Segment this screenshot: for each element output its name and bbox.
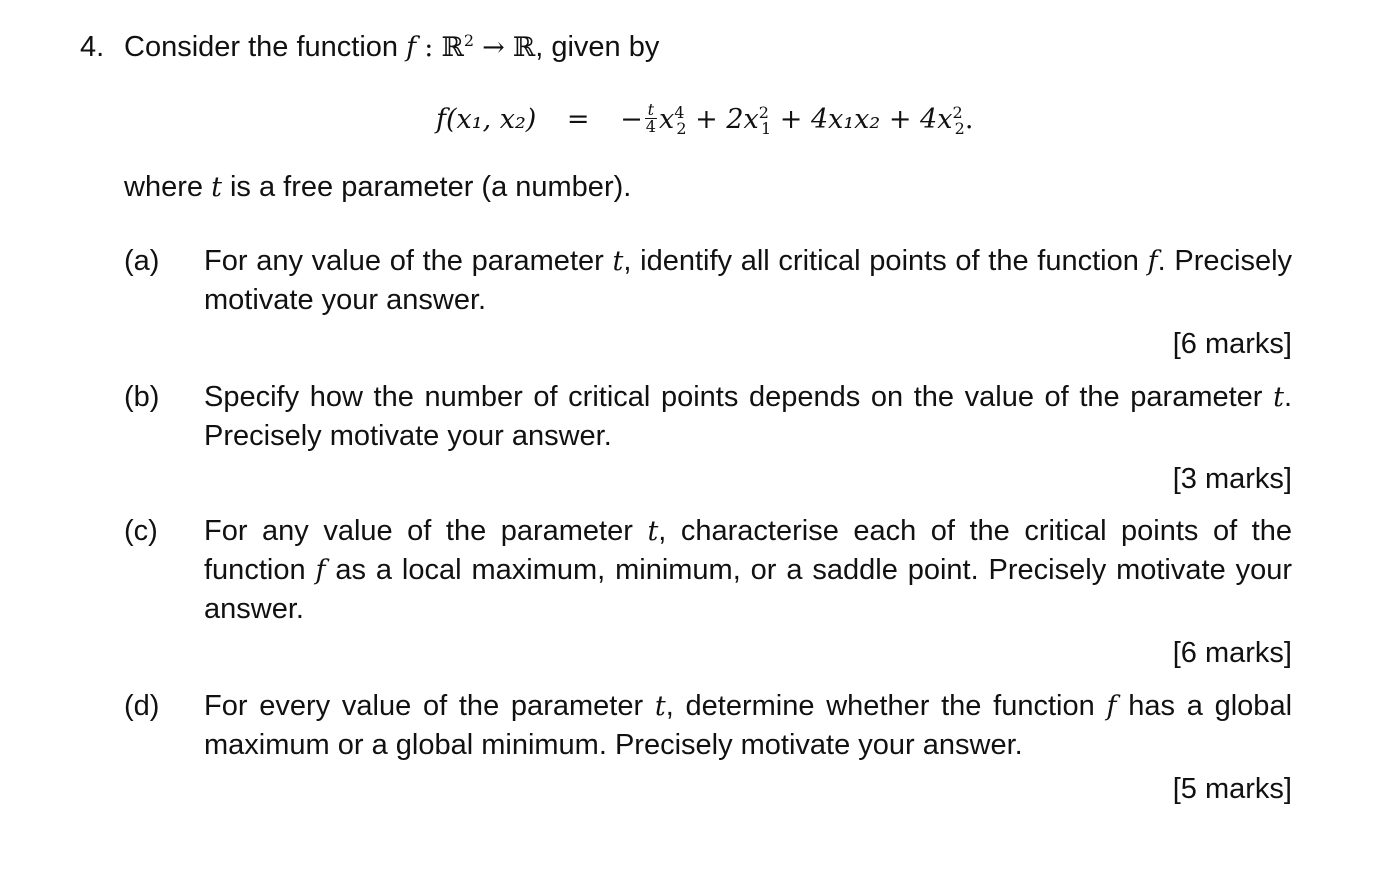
part-text: For any value of the parameter t, identify all critical points of the function f. Precisely motivate your answer. bbox=[204, 245, 1293, 316]
question-intro-after: , given by bbox=[535, 31, 660, 63]
function-colon: : bbox=[424, 32, 434, 63]
marks-a: [6 marks] bbox=[1172, 328, 1292, 360]
formula-fraction: $\frac{t}{4}$ bbox=[645, 100, 656, 136]
function-symbol: f bbox=[406, 32, 417, 63]
function-codomain: ℝ bbox=[512, 32, 536, 63]
part-text: Specify how the number of critical points depends on the value of the parameter t. Precisely motivate your answer. bbox=[204, 381, 1292, 452]
parameter-description: where t is a free parameter (a number). bbox=[124, 171, 632, 203]
part-label: (a) bbox=[124, 245, 160, 277]
part-a bbox=[124, 242, 1292, 319]
part-d bbox=[124, 687, 1292, 764]
function-formula bbox=[436, 100, 973, 140]
function-domain: ℝ$^2$ bbox=[441, 31, 474, 63]
part-c bbox=[124, 512, 1292, 628]
question-intro: Consider the function bbox=[124, 31, 399, 63]
part-text: For any value of the parameter t, characterise each of the critical points of the function f as a local maximum, minimum, or a saddle point. Precisely motivate your answer. bbox=[204, 515, 1293, 625]
formula-rhs: − $\frac{t}{4}$ $x^4_2 + 2x^2_1 + 4x_1x_2 + 4x^2_2$. bbox=[620, 100, 974, 139]
part-b bbox=[124, 378, 1292, 455]
function-arrow: → bbox=[482, 32, 505, 63]
marks-b: [3 marks] bbox=[1172, 463, 1292, 495]
question-header bbox=[80, 28, 659, 67]
formula-equals: = bbox=[566, 104, 590, 135]
part-label: (d) bbox=[124, 690, 160, 722]
part-label: (b) bbox=[124, 381, 160, 413]
marks-d: [5 marks] bbox=[1172, 773, 1292, 805]
part-label: (c) bbox=[124, 515, 158, 547]
marks-c: [6 marks] bbox=[1172, 637, 1292, 669]
formula-lhs: f(x₁, x₂) bbox=[436, 104, 537, 135]
part-text: For every value of the parameter t, determine whether the function f has a global maximum or a global minimum. Precisely motivate your answer. bbox=[204, 690, 1293, 761]
question-number: 4. bbox=[80, 31, 105, 63]
